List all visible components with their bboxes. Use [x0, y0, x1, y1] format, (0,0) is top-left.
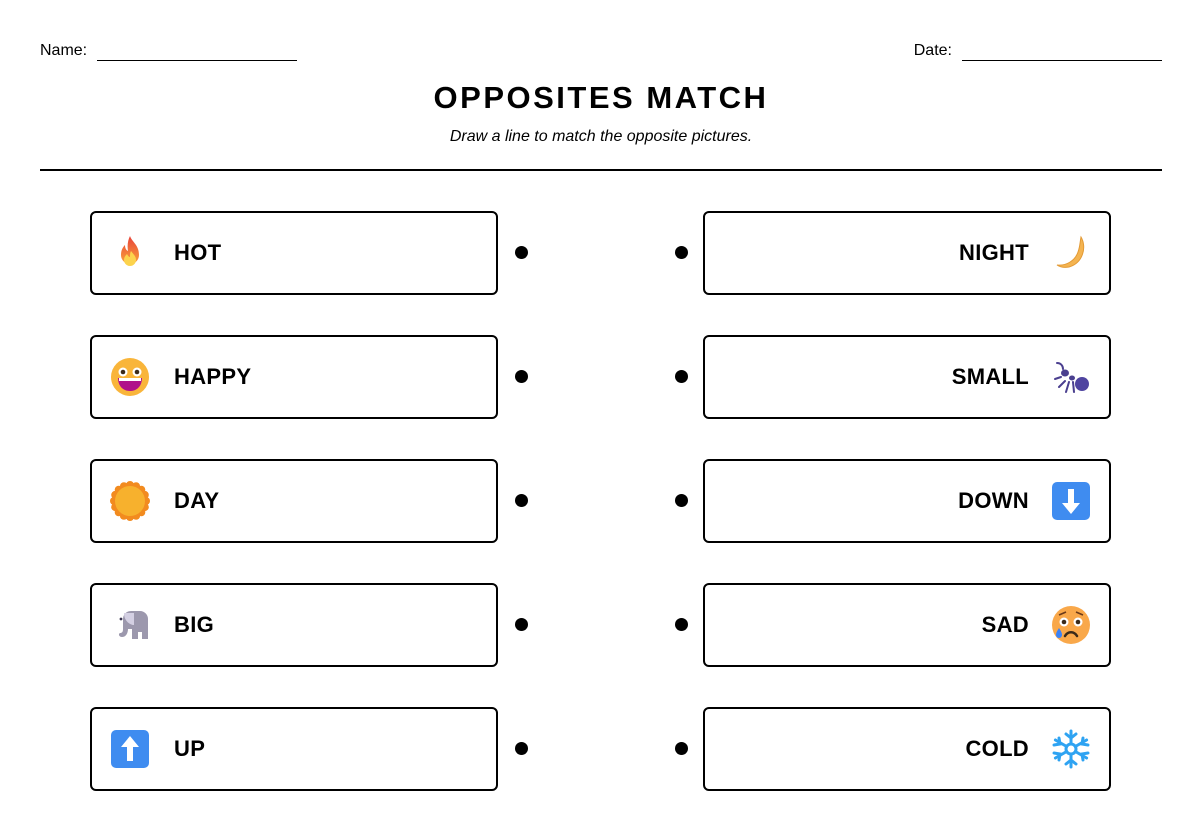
word-label: DOWN — [958, 488, 1029, 513]
name-field[interactable] — [40, 38, 297, 61]
date-label: Date: — [913, 42, 952, 59]
left-card-big — [90, 583, 498, 667]
left-card-day — [90, 459, 498, 543]
word-label: HOT — [174, 240, 222, 265]
word-label: HAPPY — [174, 364, 252, 389]
right-card-down — [703, 459, 1111, 543]
sad-tear-face-icon — [1051, 605, 1091, 645]
match-row — [0, 707, 1202, 791]
grinning-face-icon — [110, 357, 150, 397]
name-label: Name: — [40, 42, 88, 59]
snowflake-icon — [1051, 729, 1091, 769]
word-label: DAY — [174, 488, 220, 513]
match-row — [0, 583, 1202, 667]
left-card-happy — [90, 335, 498, 419]
word-label: UP — [174, 736, 206, 761]
match-dot[interactable] — [675, 494, 688, 507]
fire-icon — [110, 233, 150, 273]
page-title: OPPOSITES MATCH — [433, 80, 769, 115]
word-label: SMALL — [951, 364, 1029, 389]
word-label: COLD — [965, 736, 1029, 761]
name-input-line[interactable] — [97, 38, 297, 61]
match-dot[interactable] — [675, 742, 688, 755]
match-dot[interactable] — [515, 494, 528, 507]
down-arrow-icon — [1051, 481, 1091, 521]
match-dot[interactable] — [515, 246, 528, 259]
date-field[interactable] — [914, 38, 1162, 61]
ant-icon — [1051, 357, 1091, 397]
right-card-sad — [703, 583, 1111, 667]
right-card-night — [703, 211, 1111, 295]
instructions: Draw a line to match the opposite pictures. — [449, 128, 753, 145]
word-label: NIGHT — [959, 240, 1029, 265]
crescent-moon-icon — [1051, 233, 1091, 273]
sun-icon — [110, 481, 150, 521]
word-label: BIG — [174, 612, 215, 637]
header-divider — [40, 169, 1162, 171]
right-card-cold — [703, 707, 1111, 791]
elephant-icon — [110, 605, 150, 645]
match-dot[interactable] — [675, 618, 688, 631]
match-dot[interactable] — [515, 742, 528, 755]
match-row — [0, 211, 1202, 295]
match-dot[interactable] — [675, 246, 688, 259]
right-card-small — [703, 335, 1111, 419]
word-label: SAD — [981, 612, 1029, 637]
match-row — [0, 335, 1202, 419]
match-dot[interactable] — [515, 618, 528, 631]
left-card-up — [90, 707, 498, 791]
date-input-line[interactable] — [962, 38, 1162, 61]
match-row — [0, 459, 1202, 543]
left-card-hot — [90, 211, 498, 295]
match-dot[interactable] — [675, 370, 688, 383]
up-arrow-icon — [110, 729, 150, 769]
match-dot[interactable] — [515, 370, 528, 383]
